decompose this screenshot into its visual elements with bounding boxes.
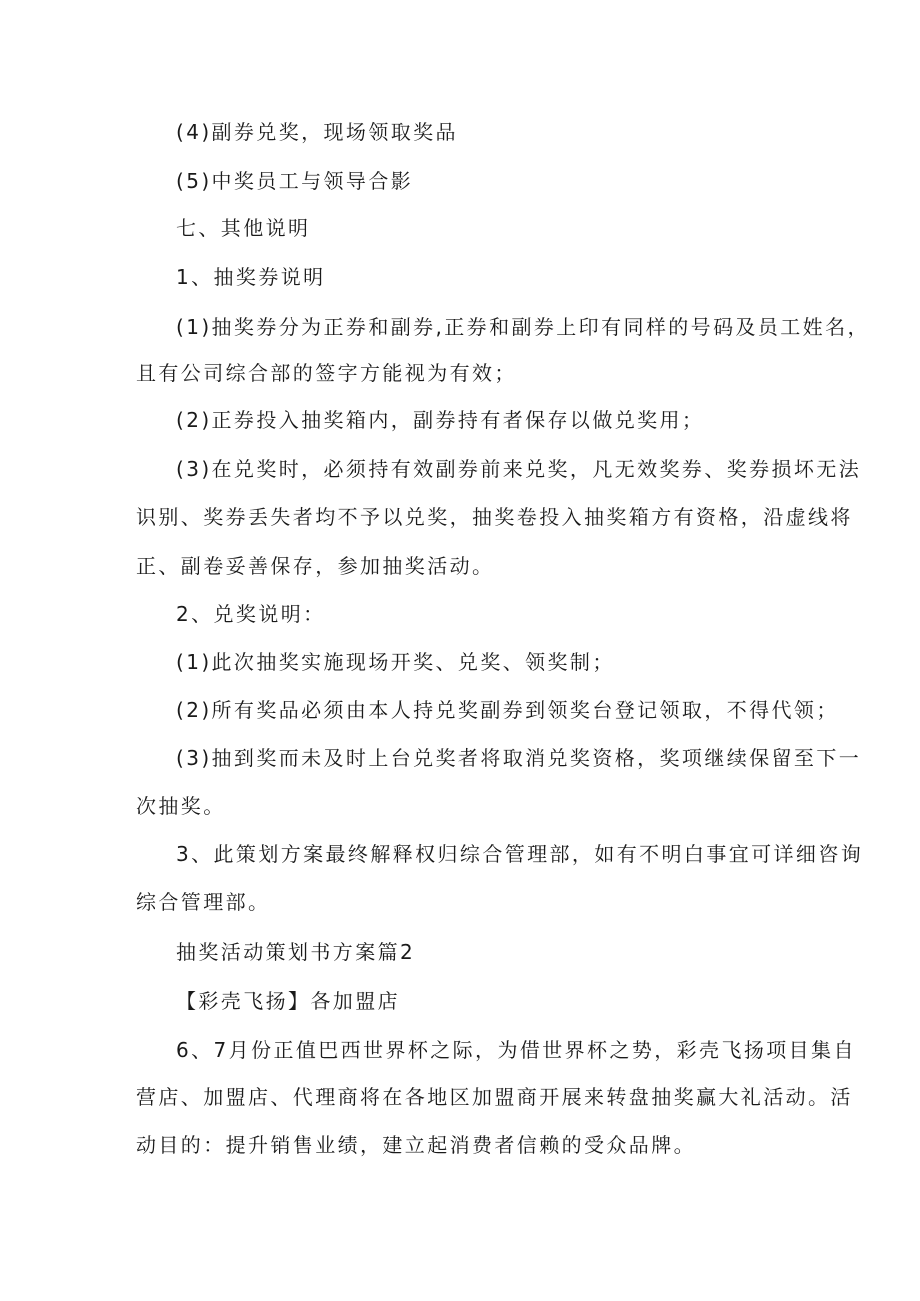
paragraph-ticket-types-line1: (1)抽奖券分为正券和副券,正券和副券上印有同样的号码及员工姓名，	[176, 315, 870, 339]
paragraph-onsite-drawing: (1)此次抽奖实施现场开奖、兑奖、领奖制；	[176, 650, 615, 674]
paragraph-redemption-rules-line1: (3)在兑奖时，必须持有效副券前来兑奖，凡无效奖券、奖券损坏无法	[176, 457, 862, 481]
addressee-franchise-stores: 【彩壳飞扬】各加盟店	[176, 989, 400, 1013]
paragraph-forfeit-line1: (3)抽到奖而未及时上台兑奖者将取消兑奖资格，奖项继续保留至下一	[176, 746, 862, 770]
paragraph-world-cup-line2: 营店、加盟店、代理商将在各地区加盟商开展来转盘抽奖赢大礼活动。活	[136, 1085, 853, 1109]
paragraph-interpretation-line1: 3、此策划方案最终解释权归综合管理部，如有不明白事宜可详细咨询	[176, 842, 864, 866]
paragraph-personal-claim: (2)所有奖品必须由本人持兑奖副券到领奖台登记领取，不得代领；	[176, 698, 839, 722]
paragraph-world-cup-line3: 动目的：提升销售业绩，建立起消费者信赖的受众品牌。	[136, 1133, 696, 1157]
section-heading-other-notes: 七、其他说明	[176, 216, 311, 240]
paragraph-ticket-types-line2: 且有公司综合部的签字方能视为有效；	[136, 361, 517, 385]
paragraph-redemption-rules-line3: 正、副卷妥善保存，参加抽奖活动。	[136, 554, 495, 578]
subheading-ticket-notes: 1、抽奖券说明	[176, 265, 326, 289]
paragraph-interpretation-line2: 综合管理部。	[136, 890, 271, 914]
subheading-redemption-notes: 2、兑奖说明：	[176, 602, 326, 626]
paragraph-redemption-rules-line2: 识别、奖券丢失者均不予以兑奖，抽奖卷投入抽奖箱方有资格，沿虚线将	[136, 505, 853, 529]
paragraph-world-cup-line1: 6、7月份正值巴西世界杯之际，为借世界杯之势，彩壳飞扬项目集自	[176, 1038, 856, 1062]
list-item-5-group-photo: (5)中奖员工与领导合影	[176, 169, 414, 193]
list-item-4-prize-redemption: (4)副券兑奖，现场领取奖品	[176, 120, 458, 144]
section-title-plan-2: 抽奖活动策划书方案篇2	[176, 940, 416, 964]
paragraph-forfeit-line2: 次抽奖。	[136, 794, 226, 818]
paragraph-ticket-box: (2)正券投入抽奖箱内，副券持有者保存以做兑奖用；	[176, 408, 705, 432]
